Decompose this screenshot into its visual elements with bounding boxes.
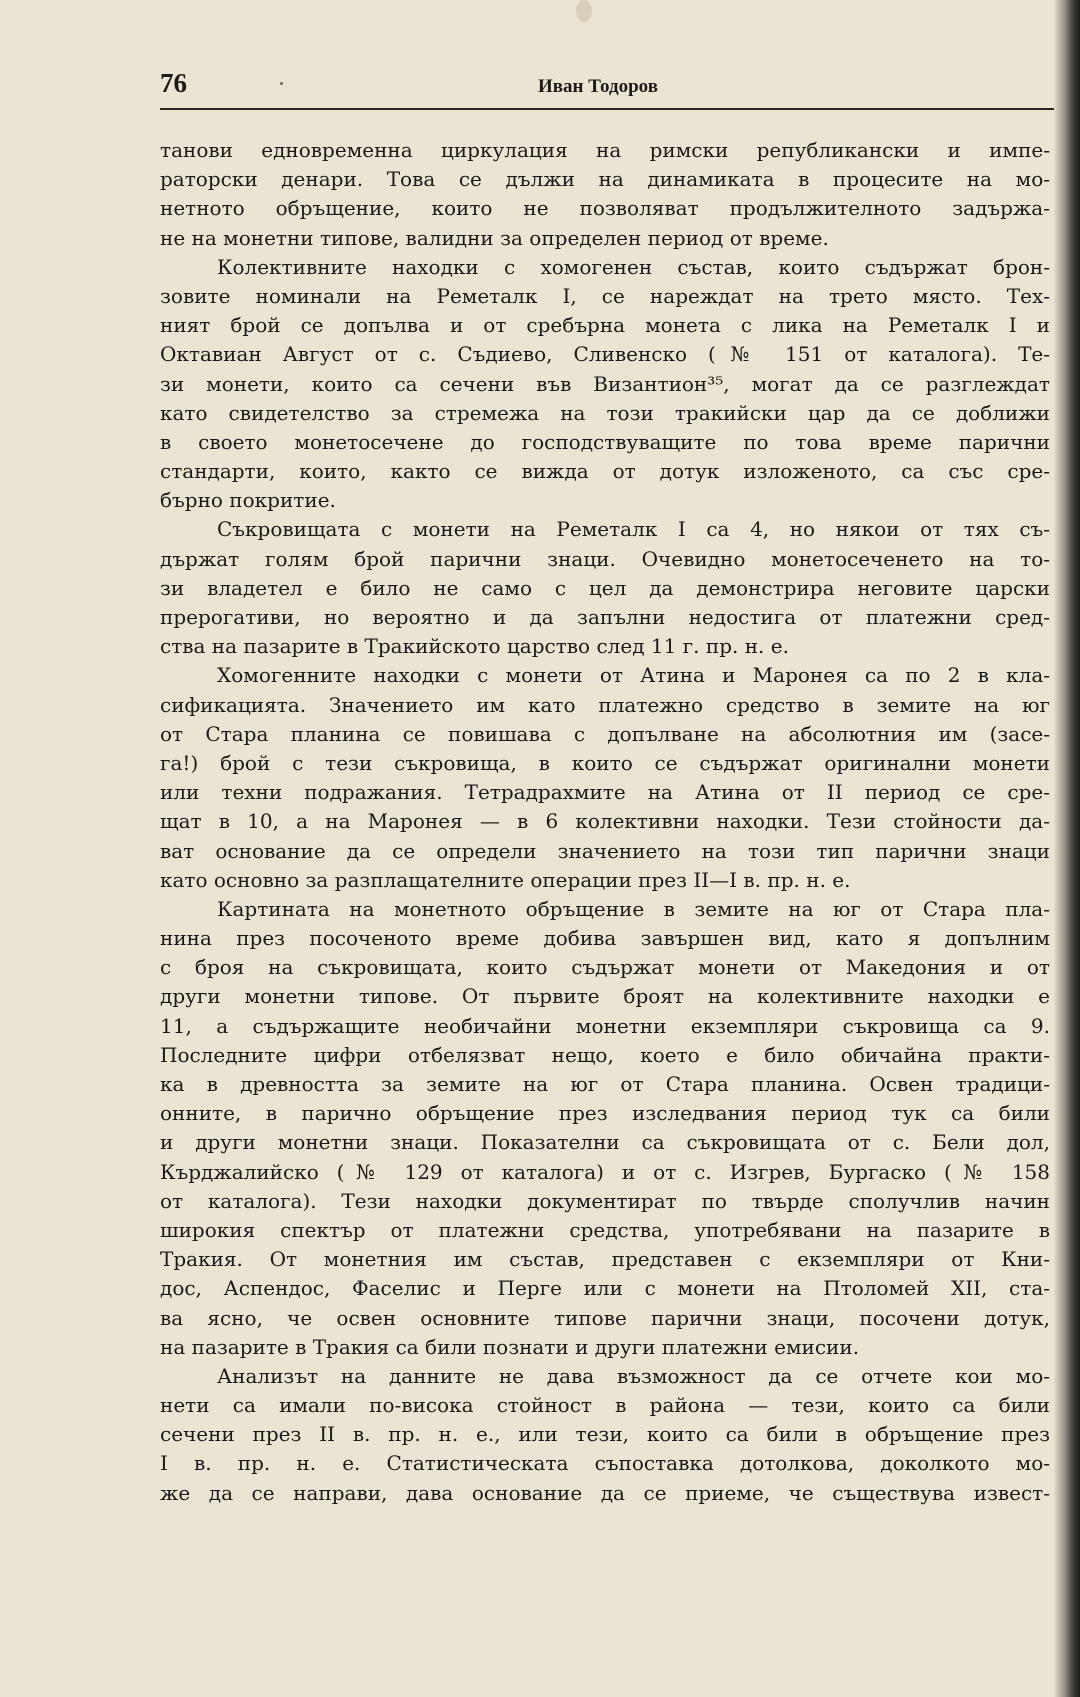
- text-line: же да се направи, дава основание да се приеме, че съществува извест-: [160, 1480, 1050, 1505]
- text-line: Анализът на данните не дава възможност да се отчете кои мо-: [217, 1363, 1050, 1388]
- text-line: като основно за разплащателните операции през II—I в. пр. н. е.: [160, 867, 851, 892]
- header-rule: [160, 108, 1060, 110]
- text-line: от Стара планина се повишава с допълване на абсолютния им (засе-: [160, 721, 1050, 746]
- text-line: зи владетел е било не само с цел да демонстрира неговите царски: [160, 575, 1050, 600]
- text-line: щат в 10, а на Маронея — в 6 колективни находки. Тези стойности да-: [160, 809, 1050, 834]
- text-line: и други монетни знаци. Показателни са съкровищата от с. Бели дол,: [160, 1130, 1050, 1155]
- header-dot: [280, 82, 283, 85]
- text-line: с броя на съкровищата, които съдържат монети от Македония и от: [160, 955, 1050, 980]
- text-line: стандарти, които, както се вижда от дотук изложеното, са със сре-: [160, 459, 1050, 484]
- text-line: други монетни типове. От първите броят на колективните находки е: [160, 984, 1050, 1009]
- text-line: държат голям брой парични знаци. Очевидно монетосеченето на то-: [160, 546, 1050, 571]
- text-line: сечени през II в. пр. н. е., или тези, които са били в обръщение през: [160, 1422, 1050, 1447]
- text-line: Кърджалийско (№ 129 от каталога) и от с. Изгрев, Бургаско (№ 158: [160, 1159, 1050, 1184]
- text-line: ва ясно, че освен основните типове парични знаци, посочени дотук,: [160, 1305, 1050, 1330]
- text-line: от каталога). Тези находки документират по твърде сполучлив начин: [160, 1188, 1050, 1213]
- text-line: онните, в парично обръщение през изследвания период тук са били: [160, 1101, 1050, 1126]
- text-line: бърно покритие.: [160, 488, 336, 513]
- text-line: зи монети, които са сечени във Византион³⁵, могат да се разглеждат: [160, 371, 1050, 396]
- text-line: Тракия. От монетния им състав, представен с екземпляри от Кни-: [160, 1247, 1050, 1272]
- text-line: Колективните находки с хомогенен състав, които съдържат брон-: [217, 254, 1050, 279]
- page-header: [160, 68, 1060, 108]
- text-line: нети са имали по-висока стойност в района — тези, които са били: [160, 1393, 1050, 1418]
- text-line: 11, а съдържащите необичайни монетни екземпляри съкровища са 9.: [160, 1013, 1050, 1038]
- text-line: ват основание да се определи значението на този тип парични знаци: [160, 838, 1050, 863]
- text-line: на пазарите в Тракия са били познати и други платежни емисии.: [160, 1334, 860, 1359]
- text-line: Съкровищата с монети на Реметалк I са 4, но някои от тях съ-: [217, 517, 1050, 542]
- text-line: раторски денари. Това се дължи на динамиката в процесите на мо-: [160, 167, 1050, 192]
- text-line: не на монетни типове, валидни за определен период от време.: [160, 225, 829, 250]
- body-text: [160, 136, 1050, 1508]
- text-line: нина през посоченото време добива завършен вид, като я допълним: [160, 926, 1050, 951]
- text-line: ка в древността за земите на юг от Стара планина. Освен традици-: [160, 1072, 1050, 1096]
- paper-spot: [576, 0, 592, 22]
- text-line: Последните цифри отбелязват нещо, което е било обичайна практи-: [160, 1042, 1050, 1067]
- text-line: в своето монетосечене до господствуващите по това време парични: [160, 429, 1050, 454]
- text-line: Хомогенните находки с монети от Атина и Маронея са по 2 в кла-: [217, 663, 1050, 688]
- text-line: нетното обръщение, които не позволяват продължителното задържа-: [160, 196, 1050, 221]
- text-line: зовите номинали на Реметалк I, се нареждат на трето място. Тех-: [160, 283, 1050, 308]
- running-head: Иван Тодоров: [538, 76, 658, 97]
- text-line: ният брой се допълва и от сребърна монета с лика на Реметалк I и: [160, 313, 1050, 338]
- text-line: ства на пазарите в Тракийското царство след 11 г. пр. н. е.: [160, 634, 789, 659]
- text-line: широкия спектър от платежни средства, употребявани на пазарите в: [160, 1217, 1050, 1242]
- text-line: Картината на монетното обръщение в земите на юг от Стара пла-: [217, 896, 1050, 921]
- binding-edge: [1054, 0, 1080, 1697]
- text-line: сификацията. Значението им като платежно средство в земите на юг: [160, 692, 1050, 717]
- text-line: га!) брой с тези съкровища, в които се съдържат оригинални монети: [160, 750, 1050, 775]
- text-line: I в. пр. н. е. Статистическата съпоставка дотолкова, доколкото мо-: [160, 1451, 1050, 1476]
- text-line: дос, Аспендос, Фаселис и Перге или с монети на Птоломей XII, ста-: [160, 1276, 1050, 1301]
- text-line: прерогативи, но вероятно и да запълни недостига от платежни сред-: [160, 605, 1050, 629]
- text-line: като свидетелство за стремежа на този тракийски цар да се доближи: [160, 400, 1050, 425]
- page-number: 76: [160, 68, 187, 98]
- text-line: или техни подражания. Тетрадрахмите на Атина от II период се сре-: [160, 780, 1050, 805]
- text-line: Октавиан Август от с. Съдиево, Сливенско (№ 151 от каталога). Те-: [160, 342, 1050, 367]
- text-line: танови едновременна циркулация на римски републикански и импе-: [160, 138, 1050, 162]
